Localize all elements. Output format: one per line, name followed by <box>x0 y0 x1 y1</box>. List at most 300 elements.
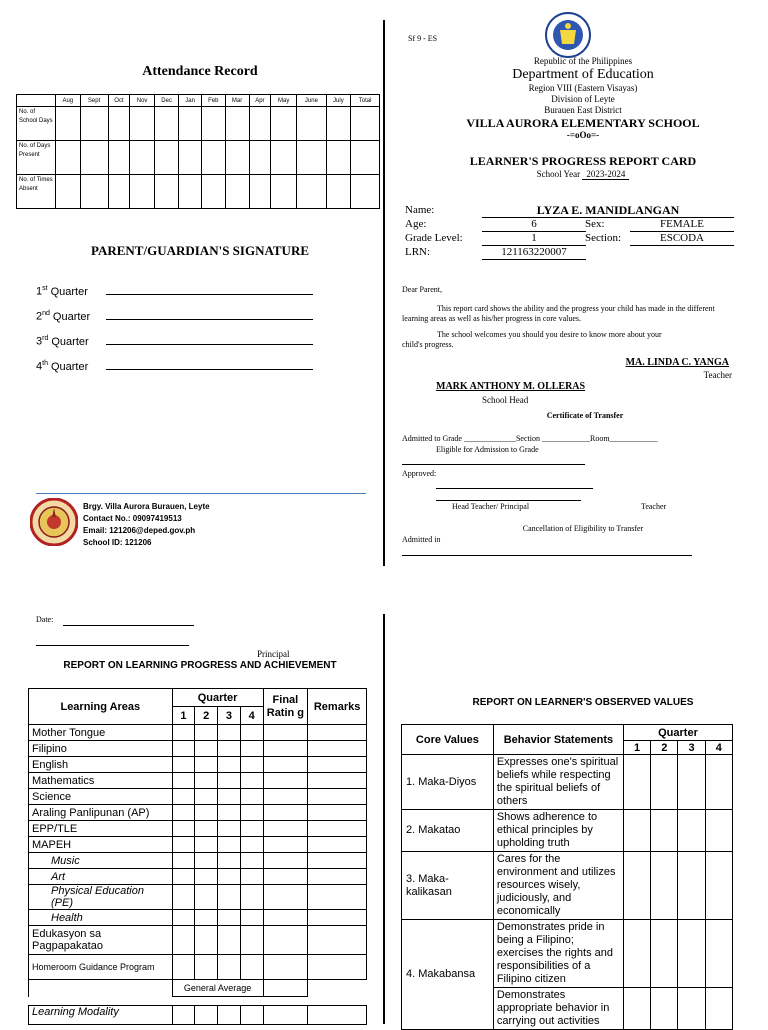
general-average-spacer <box>29 980 173 997</box>
table-row <box>29 926 367 955</box>
month-header: July <box>326 95 351 107</box>
attendance-cell <box>179 175 201 209</box>
grade-cell <box>172 955 195 980</box>
grade-cell <box>240 885 263 910</box>
grade-cell <box>308 955 367 980</box>
core-value-name: 4. Makabansa <box>402 920 494 1030</box>
learner-grade: 1 <box>482 231 586 246</box>
values-row <box>402 920 733 988</box>
grade-cell <box>263 926 308 955</box>
district-line: Burauen East District <box>544 105 622 115</box>
grade-cell <box>263 955 308 980</box>
month-header: Total <box>351 95 380 107</box>
behavior-statement: Demonstrates appropriate behavior in carrying out activities <box>493 988 623 1030</box>
quarter-number-header: 2 <box>195 707 218 725</box>
contact-divider <box>36 493 366 494</box>
attendance-cell <box>249 107 271 141</box>
quarter-number-header: 4 <box>240 707 263 725</box>
grade-cell <box>195 926 218 955</box>
grade-cell <box>218 757 241 773</box>
sex-label: Sex: <box>585 218 605 230</box>
attendance-cell <box>56 175 81 209</box>
grade-cell <box>240 821 263 837</box>
subject-name: Physical Education (PE) <box>29 885 173 910</box>
grade-cell <box>218 741 241 757</box>
page-divider-bottom <box>383 614 385 1024</box>
grade-cell <box>308 741 367 757</box>
values-report-title: REPORT ON LEARNER'S OBSERVED VALUES <box>472 697 694 708</box>
table-row <box>29 725 367 741</box>
parent-signature-title: PARENT/GUARDIAN'S SIGNATURE <box>90 243 310 258</box>
month-header: Jan <box>179 95 201 107</box>
name-label: Name: <box>405 204 435 216</box>
school-email: Email: 121206@deped.gov.ph <box>83 526 196 535</box>
subject-name: Music <box>29 853 173 869</box>
date-label: Date: <box>36 615 54 624</box>
grade-cell <box>308 773 367 789</box>
learner-name: LYZA E. MANIDLANGAN <box>482 203 734 218</box>
grade-cell <box>308 725 367 741</box>
month-header: Apr <box>249 95 271 107</box>
grade-cell <box>172 926 195 955</box>
lrn-label: LRN: <box>405 246 431 258</box>
grade-cell <box>240 926 263 955</box>
attendance-row <box>17 141 380 175</box>
learning-report-title: REPORT ON LEARNING PROGRESS AND ACHIEVEMENT <box>63 660 337 671</box>
grade-cell <box>195 869 218 885</box>
grade-cell <box>240 725 263 741</box>
grade-cell <box>308 805 367 821</box>
transfer-head-teacher: Head Teacher/ Principal <box>452 502 530 511</box>
grade-cell <box>240 757 263 773</box>
values-quarter-number: 3 <box>678 741 705 755</box>
grade-cell <box>240 789 263 805</box>
grade-cell <box>263 789 308 805</box>
attendance-row <box>17 107 380 141</box>
quarter-number: 3 <box>36 335 43 348</box>
modality-cell <box>240 1006 263 1025</box>
attendance-cell <box>351 107 380 141</box>
signature-quarter-label <box>36 285 88 298</box>
attendance-corner-cell <box>17 95 56 107</box>
value-rating-cell <box>705 810 732 852</box>
general-average-label: General Average <box>172 980 263 997</box>
table-row <box>29 837 367 853</box>
table-row <box>29 853 367 869</box>
modality-cell <box>218 1006 241 1025</box>
table-row <box>29 869 367 885</box>
attendance-cell <box>297 175 326 209</box>
transfer-admitted: Admitted to Grade _____________Section ____________Room____________ <box>402 434 658 443</box>
grade-cell <box>240 805 263 821</box>
attendance-cell <box>201 107 225 141</box>
behavior-statement: Cares for the environment and utilizes resources wisely, judiciously, and economically <box>493 852 623 920</box>
attendance-cell <box>326 141 351 175</box>
quarter-number-header: 3 <box>218 707 241 725</box>
table-gap <box>29 997 367 1006</box>
attendance-cell <box>201 141 225 175</box>
grade-cell <box>263 773 308 789</box>
subject-name: EPP/TLE <box>29 821 173 837</box>
letter-paragraph-1: This report card shows the ability and the progress your child has made in the different learning areas as well as his/her progress in core values. <box>402 304 715 323</box>
month-header: Sept <box>80 95 108 107</box>
value-rating-cell <box>705 852 732 920</box>
grade-cell <box>172 789 195 805</box>
district-seal <box>30 498 78 546</box>
subject-name: Science <box>29 789 173 805</box>
transfer-admitted-in: Admitted in <box>402 535 441 544</box>
subject-name: Art <box>29 869 173 885</box>
grade-cell <box>308 789 367 805</box>
attendance-cell <box>130 107 155 141</box>
grade-cell <box>195 725 218 741</box>
value-rating-cell <box>678 755 705 810</box>
values-quarter-number: 4 <box>705 741 732 755</box>
attendance-row-label: No. of Times Absent <box>17 175 56 209</box>
transfer-line-2 <box>436 488 593 489</box>
attendance-cell <box>108 175 130 209</box>
grade-cell <box>172 910 195 926</box>
grade-cell <box>172 885 195 910</box>
grade-cell <box>218 853 241 869</box>
transfer-teacher: Teacher <box>641 502 667 511</box>
value-rating-cell <box>705 920 732 988</box>
value-rating-cell <box>624 988 651 1030</box>
grade-cell <box>172 805 195 821</box>
grade-cell <box>263 869 308 885</box>
subject-name: Mother Tongue <box>29 725 173 741</box>
month-header: Feb <box>201 95 225 107</box>
learning-areas-table <box>28 688 367 1025</box>
grade-cell <box>172 757 195 773</box>
grade-cell <box>263 821 308 837</box>
values-row <box>402 852 733 920</box>
quarter-word: Quarter <box>52 310 91 323</box>
grade-cell <box>240 955 263 980</box>
quarter-suffix: nd <box>42 310 50 317</box>
attendance-cell <box>326 175 351 209</box>
principal-label: Principal <box>257 649 290 659</box>
attendance-cell <box>154 107 179 141</box>
grade-cell <box>263 885 308 910</box>
grade-cell <box>218 869 241 885</box>
values-row <box>402 755 733 810</box>
signature-line <box>106 294 313 295</box>
table-row <box>29 773 367 789</box>
attendance-cell <box>179 107 201 141</box>
quarter-number: 4 <box>36 360 43 373</box>
quarter-number: 2 <box>36 310 43 323</box>
letter-paragraph-2b: child's progress. <box>402 340 454 349</box>
school-address: Brgy. Villa Aurora Burauen, Leyte <box>83 502 210 511</box>
value-rating-cell <box>651 810 678 852</box>
learning-areas-header: Learning Areas <box>29 689 173 725</box>
quarter-word: Quarter <box>51 335 89 348</box>
attendance-cell <box>225 141 249 175</box>
attendance-cell <box>130 175 155 209</box>
school-contact-number: Contact No.: 09097419513 <box>83 514 182 523</box>
month-header: Mar <box>225 95 249 107</box>
values-quarter-header: Quarter <box>624 725 733 741</box>
remarks-header: Remarks <box>308 689 367 725</box>
modality-cell <box>195 1006 218 1025</box>
value-rating-cell <box>678 920 705 988</box>
behavior-statement: Demonstrates pride in being a Filipino; exercises the rights and responsibilities of a Filipino citizen <box>493 920 623 988</box>
school-name: VILLA AURORA ELEMENTARY SCHOOL <box>466 116 700 130</box>
form-code: Sf 9 - ES <box>408 34 438 43</box>
letter-greeting: Dear Parent, <box>402 285 442 294</box>
learner-sex: FEMALE <box>630 217 734 232</box>
republic-line: Republic of the Philippines <box>533 56 633 66</box>
transfer-line-3 <box>436 500 581 501</box>
learner-section: ESCODA <box>630 231 734 246</box>
quarter-number-header: 1 <box>172 707 195 725</box>
transfer-cancellation: Cancellation of Eligibility to Transfer <box>522 524 644 533</box>
grade-cell <box>263 837 308 853</box>
grade-cell <box>263 853 308 869</box>
attendance-cell <box>351 175 380 209</box>
attendance-cell <box>80 107 108 141</box>
table-row <box>29 910 367 926</box>
grade-cell <box>195 757 218 773</box>
division-line: Division of Leyte <box>551 94 615 104</box>
month-header: Dec <box>154 95 179 107</box>
signature-quarter-label <box>36 335 89 348</box>
transfer-line-4 <box>402 555 692 556</box>
grade-cell <box>195 741 218 757</box>
table-row <box>29 955 367 980</box>
region-line: Region VIII (Eastern Visayas) <box>528 83 638 93</box>
principal-line <box>36 645 189 646</box>
value-rating-cell <box>678 852 705 920</box>
grade-cell <box>172 773 195 789</box>
subject-name: Health <box>29 910 173 926</box>
grade-cell <box>172 741 195 757</box>
gap-cell <box>29 997 367 1006</box>
grade-cell <box>172 869 195 885</box>
attendance-row <box>17 175 380 209</box>
transfer-title: Certificate of Transfer <box>546 411 624 420</box>
value-rating-cell <box>651 755 678 810</box>
grade-cell <box>218 725 241 741</box>
learner-age: 6 <box>482 217 586 232</box>
attendance-cell <box>249 175 271 209</box>
grade-cell <box>172 853 195 869</box>
attendance-row-label: No. of Days Present <box>17 141 56 175</box>
value-rating-cell <box>651 920 678 988</box>
values-row <box>402 810 733 852</box>
grade-cell <box>218 805 241 821</box>
school-year-value: 2023-2024 <box>582 169 629 180</box>
attendance-cell <box>297 141 326 175</box>
learner-lrn: 121163220007 <box>482 245 586 260</box>
grade-cell <box>195 910 218 926</box>
transfer-eligible: Eligible for Admission to Grade <box>436 445 539 454</box>
grade-cell <box>218 885 241 910</box>
attendance-cell <box>80 141 108 175</box>
grade-cell <box>263 725 308 741</box>
modality-cell <box>263 1006 308 1025</box>
grade-cell <box>195 773 218 789</box>
values-quarter-number: 2 <box>651 741 678 755</box>
attendance-cell <box>249 141 271 175</box>
transfer-line-1 <box>402 464 585 465</box>
attendance-cell <box>351 141 380 175</box>
grade-cell <box>195 821 218 837</box>
quarter-suffix: th <box>42 360 48 367</box>
attendance-row-label: No. of School Days <box>17 107 56 141</box>
month-header: Oct <box>108 95 130 107</box>
core-value-name: 2. Makatao <box>402 810 494 852</box>
grade-cell <box>172 837 195 853</box>
core-value-name: 1. Maka-Diyos <box>402 755 494 810</box>
attendance-cell <box>271 175 297 209</box>
grade-cell <box>218 789 241 805</box>
behavior-statement: Shows adherence to ethical principles by upholding truth <box>493 810 623 852</box>
subject-name: Edukasyon sa Pagpapakatao <box>29 926 173 955</box>
modality-row <box>29 1006 367 1025</box>
values-quarter-number: 1 <box>624 741 651 755</box>
teacher-name: MA. LINDA C. YANGA <box>625 357 729 368</box>
card-title: LEARNER'S PROGRESS REPORT CARD <box>469 154 697 168</box>
value-rating-cell <box>651 988 678 1030</box>
attendance-cell <box>108 107 130 141</box>
quarter-word: Quarter <box>50 360 89 373</box>
general-average-spacer <box>308 980 367 997</box>
subject-name: Filipino <box>29 741 173 757</box>
grade-cell <box>195 837 218 853</box>
grade-cell <box>308 757 367 773</box>
attendance-cell <box>201 175 225 209</box>
school-id: School ID: 121206 <box>83 538 152 547</box>
attendance-cell <box>297 107 326 141</box>
table-row <box>29 805 367 821</box>
quarter-suffix: rd <box>42 335 49 342</box>
attendance-cell <box>326 107 351 141</box>
value-rating-cell <box>624 810 651 852</box>
grade-cell <box>195 885 218 910</box>
grade-cell <box>240 741 263 757</box>
subject-name: Araling Panlipunan (AP) <box>29 805 173 821</box>
core-value-name: 3. Maka-kalikasan <box>402 852 494 920</box>
grade-cell <box>195 955 218 980</box>
grade-cell <box>218 837 241 853</box>
attendance-cell <box>56 141 81 175</box>
age-label: Age: <box>405 218 427 230</box>
signature-line <box>106 319 313 320</box>
grade-cell <box>263 741 308 757</box>
signature-line <box>106 369 313 370</box>
attendance-cell <box>154 141 179 175</box>
signature-quarter-label <box>36 310 90 323</box>
month-header: June <box>297 95 326 107</box>
grade-cell <box>240 837 263 853</box>
grade-cell <box>195 805 218 821</box>
attendance-cell <box>225 107 249 141</box>
grade-cell <box>240 773 263 789</box>
value-rating-cell <box>678 988 705 1030</box>
quarter-suffix: st <box>42 285 48 292</box>
value-rating-cell <box>678 810 705 852</box>
attendance-table <box>16 94 380 209</box>
table-row <box>29 789 367 805</box>
letter-paragraph-2a: The school welcomes you should you desire to know more about your <box>437 330 662 339</box>
final-rating-header: Final Ratin g <box>263 689 308 725</box>
subject-name: MAPEH <box>29 837 173 853</box>
school-head-title: School Head <box>482 395 529 405</box>
value-rating-cell <box>705 988 732 1030</box>
general-average-row <box>29 980 367 997</box>
grade-cell <box>263 757 308 773</box>
date-line <box>63 625 194 626</box>
month-header: Nov <box>130 95 155 107</box>
signature-line <box>106 344 313 345</box>
teacher-title: Teacher <box>703 370 732 380</box>
deped-seal <box>545 12 591 58</box>
behavior-statement: Expresses one's spiritual beliefs while respecting the spiritual beliefs of others <box>493 755 623 810</box>
observed-values-table <box>401 724 733 1030</box>
attendance-cell <box>271 107 297 141</box>
subject-name: English <box>29 757 173 773</box>
transfer-approved: Approved: <box>402 469 437 478</box>
grade-cell <box>218 955 241 980</box>
grade-cell <box>218 773 241 789</box>
value-rating-cell <box>624 920 651 988</box>
attendance-cell <box>271 141 297 175</box>
grade-cell <box>218 821 241 837</box>
department-line: Department of Education <box>512 67 654 82</box>
grade-cell <box>308 885 367 910</box>
value-rating-cell <box>624 755 651 810</box>
modality-cell <box>308 1006 367 1025</box>
grade-cell <box>308 821 367 837</box>
learning-modality-label: Learning Modality <box>29 1006 173 1025</box>
grade-cell <box>172 725 195 741</box>
table-row <box>29 885 367 910</box>
attendance-cell <box>108 141 130 175</box>
quarter-header: Quarter <box>172 689 263 707</box>
attendance-cell <box>179 141 201 175</box>
table-row <box>29 757 367 773</box>
quarter-word: Quarter <box>50 285 88 298</box>
grade-cell <box>172 821 195 837</box>
grade-cell <box>195 789 218 805</box>
grade-cell <box>263 805 308 821</box>
value-rating-cell <box>624 852 651 920</box>
attendance-cell <box>56 107 81 141</box>
month-header: Aug <box>56 95 81 107</box>
grade-cell <box>308 910 367 926</box>
quarter-number: 1 <box>36 285 43 298</box>
core-values-header: Core Values <box>402 725 494 755</box>
attendance-cell <box>130 141 155 175</box>
grade-cell <box>240 910 263 926</box>
attendance-title: Attendance Record <box>142 64 258 79</box>
general-average-value <box>263 980 308 997</box>
behavior-statements-header: Behavior Statements <box>493 725 623 755</box>
subject-name: Mathematics <box>29 773 173 789</box>
table-row <box>29 741 367 757</box>
value-rating-cell <box>651 852 678 920</box>
grade-cell <box>308 853 367 869</box>
ornament: -=oOo=- <box>566 130 600 140</box>
grade-cell <box>195 853 218 869</box>
page-divider-top <box>383 20 385 566</box>
school-year-label: School Year <box>536 169 581 179</box>
section-label: Section: <box>585 232 622 244</box>
attendance-cell <box>225 175 249 209</box>
subject-name: Homeroom Guidance Program <box>29 955 173 980</box>
